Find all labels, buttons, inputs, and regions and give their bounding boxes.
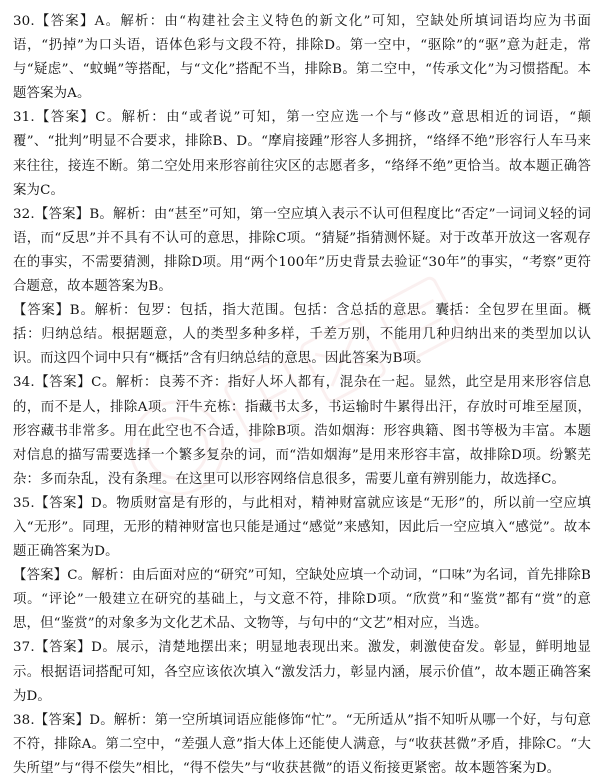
answer-33-paragraph: 【答案】B。解析：包罗：包括，指大范围。包括：含总括的意思。囊括：全包罗在里面。概括：归纳总结。根据题意，人的类型多种多样，千差万别，不能用几种归纳出来的类型加以认识。而这四个词中只有“概括”含有归纳总结的意思。因此答案为B项。 [13, 303, 591, 367]
answer-38-paragraph: 38.【答案】D。解析：第一空所填词语应能修饰“忙”。“无所适从”指不知听从哪一个好，与句意不符，排除A。第二空中，“差强人意”指大体上还能使人满意，与“收获甚微”矛盾，排除C。“大失所望”与“得不偿失”相比，“得不偿失”与“收获甚微”的语义衔接更紧密。故本题答案为D。 [13, 712, 591, 776]
answer-31-paragraph: 31.【答案】C。解析：由“或者说”可知，第一空应选一个与“修改”意思相近的词语，“颠覆”、“批判”明显不合要求，排除B、D。“摩肩接踵”形容人多拥挤，“络绎不绝”形容行人车马来来往往，接连不断。第二空处用来形容前往灾区的志愿者多，“络绎不绝”更恰当。故本题正确答案为C。 [13, 110, 591, 198]
answer-35-paragraph: 35.【答案】D。物质财富是有形的，与此相对，精神财富就应该是“无形”的，所以前一空应填入“无形”。同理，无形的精神财富也只能是通过“感觉”来感知，因此后一空应填入“感觉”。故本题正确答案为D。 [13, 495, 591, 560]
answer-30-paragraph: 30.【答案】A。解析：由“构建社会主义特色的新文化”可知，空缺处所填词语均应为书面语，“扔掉”为口头语，语体色彩与文段不符，排除D。第一空中，“驱除”的“驱”意为赶走，常与“疑虑”、“蚊蝇”等搭配，与“文化”搭配不当，排除B。第二空中，“传承文化”为习惯搭配。本题答案为A。 [13, 14, 591, 102]
answer-37-paragraph: 37.【答案】D。展示，清楚地摆出来；明显地表现出来。激发，刺激使奋发。彰显，鲜明地显示。根据语词搭配可知，各空应该依次填入“激发活力，彰显内涵，展示价值”，故本题正确答案为D。 [13, 640, 591, 704]
answer-36-paragraph: 【答案】C。解析：由后面对应的“研究”可知，空缺处应填一个动词，“口味”为名词，首先排除B项。“评论”一般建立在研究的基础上，与文意不符，排除D项。“欣赏”和“鉴赏”都有“赏”的意思，但“鉴赏”的对象多为文化艺术品、文物等，与句中的“文艺”相对应，当选。 [13, 568, 591, 632]
answer-32-paragraph: 32.【答案】B。解析：由“甚至”可知，第一空应填入表示不认可但程度比“否定”一词词义轻的词语，而“反思”并不具有不认可的意思，排除C项。“猜疑”指猜测怀疑。对于改革开放这一客观存在的事实，不需要猜测，排除D项。用“两个100年”历史背景去验证“30年”的事实，“考察”更符合题意，故本题答案为B。 [13, 206, 591, 295]
answer-34-paragraph: 34.【答案】C。解析：良莠不齐：指好人坏人都有，混杂在一起。显然，此空是用来形容信息的，而不是人，排除A项。汗牛充栋：指藏书太多，书运输时牛累得出汗，存放时可堆至屋顶，形容藏书非常多。用在此空也不合适，排除B项。浩如烟海：形容典籍、图书等极为丰富。本题对信息的描写需要选择一个繁多复杂的词，而“浩如烟海”是用来形容丰富，故排除D项。纷繁芜杂：多而杂乱，没有条理。在这里可以形容网络信息很多，需要儿童有辨别能力，故选择C。 [13, 375, 591, 487]
